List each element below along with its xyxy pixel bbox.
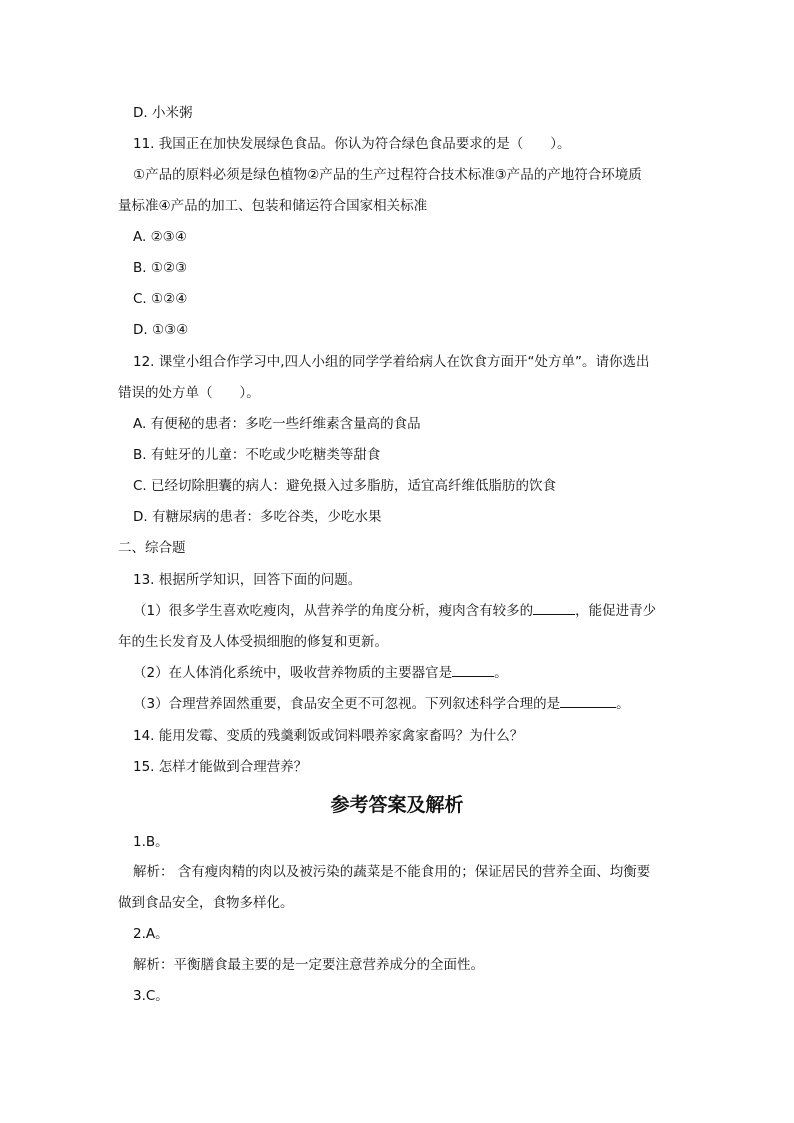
q13-stem: 13. 根据所学知识，回答下面的问题。 — [133, 572, 362, 588]
q11-statements-line1: ①产品的原料必须是绿色植物②产品的生产过程符合技术标准③产品的产地符合环境质 — [133, 167, 642, 183]
answer-blank — [533, 602, 575, 615]
q12-option-b: B. 有蛀牙的儿童：不吃或少吃糖类等甜食 — [133, 447, 381, 463]
answers-title: 参考答案及解析 — [330, 794, 464, 816]
q13-part1-line2: 年的生长发育及人体受损细胞的修复和更新。 — [118, 634, 388, 650]
q11-option-b: B. ①②③ — [133, 260, 188, 276]
q13-part2-text-a: （2）在人体消化系统中，吸收营养物质的主要器官是 — [133, 665, 453, 681]
q12-option-a: A. 有便秘的患者：多吃一些纤维素含量高的食品 — [133, 416, 421, 432]
q13-part3-text-a: （3）合理营养固然重要，食品安全更不可忽视。下列叙述科学合理的是 — [133, 696, 561, 712]
q14-stem: 14. 能用发霉、变质的残羹剩饭或饲料喂养家禽家畜吗？为什么？ — [133, 728, 524, 744]
q12-option-c: C. 已经切除胆囊的病人：避免摄入过多脂肪，适宜高纤维低脂肪的饮食 — [133, 478, 557, 494]
answer-1-explanation-line2: 做到食品安全，食物多样化。 — [118, 895, 294, 911]
q11-stem: 11. 我国正在加快发展绿色食品。你认为符合绿色食品要求的是（ ）。 — [133, 136, 571, 152]
q13-part1-line1 — [133, 601, 656, 621]
answer-blank — [452, 664, 494, 677]
q13-part1-text-a: （1）很多学生喜欢吃瘦肉，从营养学的角度分析，瘦肉含有较多的 — [133, 603, 534, 619]
q13-part3-text-b: 。 — [616, 696, 630, 712]
q13-part2-text-b: 。 — [494, 665, 508, 681]
q12-stem-line1: 12. 课堂小组合作学习中,四人小组的同学学着给病人在饮食方面开“处方单”。请你选出 — [133, 354, 650, 370]
section-heading: 二、综合题 — [118, 540, 186, 556]
q13-part2 — [133, 663, 508, 683]
q13-part3 — [133, 694, 630, 714]
q12-option-d: D. 有糖尿病的患者：多吃谷类，少吃水果 — [133, 509, 382, 525]
q10-option-d: D. 小米粥 — [133, 105, 193, 121]
q11-option-c: C. ①②④ — [133, 291, 188, 307]
answer-1-explanation-line1: 解析： 含有瘦肉精的肉以及被污染的蔬菜是不能食用的；保证居民的营养全面、均衡要 — [133, 864, 651, 880]
answer-1: 1.B。 — [133, 834, 169, 850]
answer-2: 2.A。 — [133, 926, 169, 942]
q12-stem-line2: 错误的处方单（ ）。 — [118, 385, 260, 401]
answer-3: 3.C。 — [133, 988, 169, 1004]
answer-blank — [560, 695, 616, 708]
q11-option-d: D. ①③④ — [133, 322, 189, 338]
answer-2-explanation: 解析：平衡膳食最主要的是一定要注意营养成分的全面性。 — [133, 957, 484, 973]
q13-part1-text-b: ，能促进青少 — [575, 603, 657, 619]
q11-statements-line2: 量标准④产品的加工、包装和储运符合国家相关标准 — [118, 198, 428, 214]
q11-option-a: A. ②③④ — [133, 229, 187, 245]
q15-stem: 15. 怎样才能做到合理营养？ — [133, 759, 308, 775]
